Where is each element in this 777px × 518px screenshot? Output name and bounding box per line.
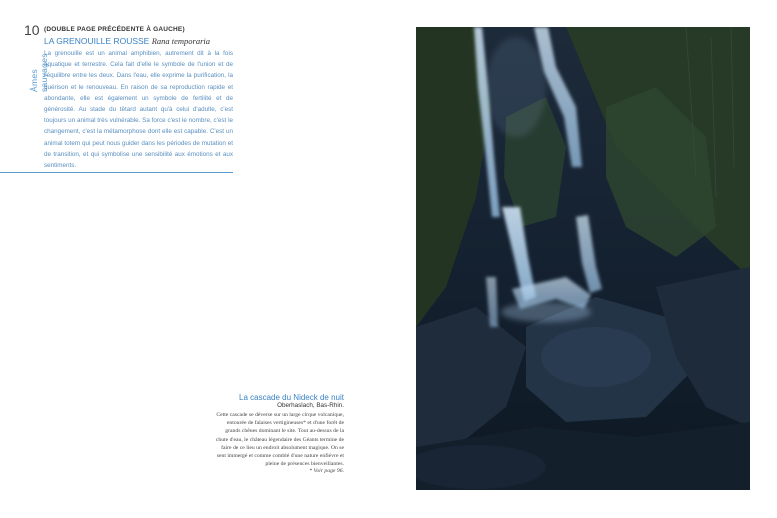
section-label: Âmes sauvages [29,53,49,92]
section-divider [0,172,233,173]
caption-location: Oberhaslach, Bas-Rhin. [277,402,344,409]
article-kicker: (DOUBLE PAGE PRÉCÉDENTE À GAUCHE) [44,26,185,33]
article-heading [44,36,233,46]
photo-caption [212,393,344,474]
caption-body: Cette cascade se déverse sur un large cirque volcanique, entourée de falaises vertigineuses* et d'une forêt de grands chênes dominant le site. Tout au-dessus de la chute d'eau, le château légendaire des Géants termine de faire de ce lieu un endroit absolument magique. On se sent immergé et comme comblé d'une nature enfiévre et pleine de présences bienveillantes. [215,412,344,468]
article-heading-latin-name: Rana temporaria [151,36,211,46]
caption-title: La cascade du Nideck de nuit [239,393,344,402]
article-heading-common-name: LA GRENOUILLE ROUSSE [44,36,150,46]
caption-reference: * Voir page 96. [309,468,344,475]
article-block [44,26,233,171]
article-body: La grenouille est un animal amphibien, autrement dit à la fois aquatique et terrestre. Cela fait d'elle le symbole de l'union et de l'équilibre entre les deux. Dans l'eau, elle exprime la purification, la guérison et le renouveau. En raison de sa reproduction rapide et abondante, elle est également un symbole de fertilité et de générosité. Au stade du têtard autant qu'à celui d'adulte, c'est toujours un animal très vulnérable. Sa force c'est le nombre, c'est le changement, c'est la métamorphose dont elle est capable. C'est un animal totem qui peut nous guider dans les périodes de mutation et de transition, et qui symbolise une sensibilité aux émotions et aux sentiments. [44,50,233,170]
page-number: 10 [24,22,40,38]
waterfall-photo [416,27,750,490]
